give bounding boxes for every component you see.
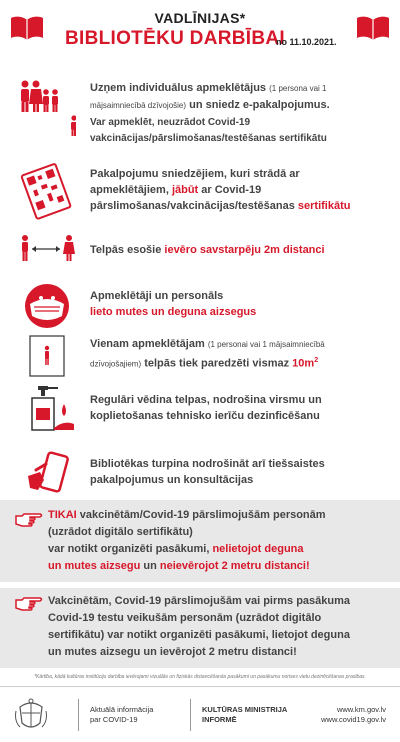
text-highlight: ievēro savstarpēju 2m distanci [164, 244, 325, 256]
text-line: Bibliotēkas turpina nodrošināt arī tiešsaistes [90, 458, 325, 470]
coat-of-arms-icon [14, 697, 48, 733]
guidelines-title: VADLĪNIJAS* [154, 10, 246, 26]
guideline-text [90, 166, 382, 214]
family-icon [18, 78, 76, 136]
text-line: telpās tiek paredzēti vismaz [141, 357, 293, 370]
guideline-online-services [0, 450, 400, 500]
guideline-text [90, 80, 382, 146]
text-line: ar Covid-19 [198, 184, 262, 196]
text-line: apmeklētājiem, [90, 184, 172, 196]
covid-info-label [90, 705, 153, 725]
guideline-text [90, 456, 382, 488]
guideline-text [90, 392, 382, 424]
footer-text: INFORMĒ [202, 715, 237, 724]
distance-icon [18, 232, 76, 268]
text-highlight: un mutes aizsegu [48, 560, 141, 572]
guideline-distance [0, 232, 400, 272]
text-highlight: 10m [292, 357, 315, 370]
events-tested-persons [0, 588, 400, 668]
guideline-room-area [0, 334, 400, 382]
text-highlight: nelietojot deguna [212, 543, 304, 555]
text-line: Vienam apmeklētājam [90, 338, 208, 350]
text-line: un mutes aizsegu un ievērojot 2 metru distanci! [48, 646, 297, 658]
open-book-icon [356, 14, 390, 42]
text-line: Regulāri vēdina telpas, nodrošina virsmu un [90, 394, 322, 406]
text-line: sertifikātu) var notikt organizēti pasākumi, lietojot deguna [48, 629, 350, 641]
text-highlight: lieto mutes un deguna aizsegus [90, 306, 257, 318]
text-highlight: TIKAI [48, 509, 77, 521]
text-note: (1 persona vai 1 [269, 84, 327, 93]
guideline-text [90, 336, 382, 373]
text-note: (1 personai vai 1 mājsaimniecībā [207, 340, 325, 349]
footer-divider [190, 699, 191, 731]
guideline-text [90, 288, 382, 320]
qr-certificate-icon [18, 162, 76, 220]
face-mask-icon [18, 280, 76, 332]
guideline-individual-visitors [0, 76, 400, 146]
footer [0, 686, 400, 742]
text-line: Covid-19 testu veikušām personām (uzrādot digitālo [48, 612, 322, 624]
text-line: Pakalpojumu sniedzējiem, kuri strādā ar [90, 168, 300, 180]
guideline-text [90, 242, 382, 258]
events-vaccinated-only [0, 500, 400, 582]
libraries-title: BIBLIOTĒKU DARBĪBAI [65, 28, 285, 49]
text-note: dzīvojošajiem) [90, 359, 142, 369]
pointing-hand-icon [14, 594, 44, 612]
effective-date: no 11.10.2021. [276, 37, 337, 47]
guideline-face-masks [0, 282, 400, 332]
text-line: koplietošanas tehnisko ierīču dezinficēšanu [90, 410, 320, 422]
band-text [48, 507, 386, 575]
text-highlight: sertifikātu [297, 200, 351, 212]
disinfectant-icon [18, 384, 76, 434]
footer-text: Aktuālā informācija [90, 705, 154, 714]
km-link[interactable]: www.km.gov.lv [336, 705, 386, 714]
smartphone-icon [18, 450, 76, 496]
text-line: Telpās esošie [90, 244, 165, 256]
text-line: vakcinētām/Covid-19 pārslimojušām personām [76, 509, 326, 521]
text-line: Var apmeklēt, neuzrādot Covid-19 [90, 117, 251, 128]
text-line: un sniedz e-pakalpojumus. [186, 99, 330, 111]
ministry-label [202, 705, 287, 725]
text-line: un [140, 560, 160, 572]
text-line: pārslimošanas/vakcinācijas/testēšanas [90, 200, 298, 212]
text-line: Uzņem individuālus apmeklētājus [90, 82, 270, 94]
covid19-link[interactable]: www.covid19.gov.lv [321, 715, 386, 724]
room-area-icon [18, 334, 76, 378]
footer-text: KULTŪRAS MINISTRIJA [202, 705, 288, 714]
footnote: *Kārtība, kādā kultūras institūciju darbība ievērojami vizuālās un fiziskās distancēšanās pasākumi un pasākumu norises vietu dezinficēšanas prasības. [34, 674, 366, 680]
guideline-staff-certificate [0, 160, 400, 226]
pointing-hand-icon [14, 510, 44, 528]
text-highlight: neievērojot 2 metru distanci! [159, 560, 310, 572]
text-line: Vakcinētām, Covid-19 pārslimojušām vai pirms pasākuma [48, 595, 351, 607]
text-line: pakalpojumus un konsultācijas [90, 474, 254, 486]
text-line: Apmeklētāji un personāls [90, 290, 224, 302]
text-note: mājsaimniecībā dzīvojošie) [90, 101, 187, 110]
footer-divider [78, 699, 79, 731]
footer-links [321, 705, 386, 725]
text-line: vakcinācijas/pārslimošanas/testēšanas sertifikātu [90, 133, 327, 144]
text-highlight: jābūt [171, 184, 199, 196]
text-line: (uzrādot digitālo sertifikātu) [48, 526, 193, 538]
superscript: 2 [314, 357, 319, 364]
text-line: var notikt organizēti pasākumi, [48, 543, 213, 555]
band-text [48, 593, 386, 661]
footer-text: par COVID-19 [90, 715, 138, 724]
header [0, 0, 400, 58]
guideline-disinfection [0, 384, 400, 440]
